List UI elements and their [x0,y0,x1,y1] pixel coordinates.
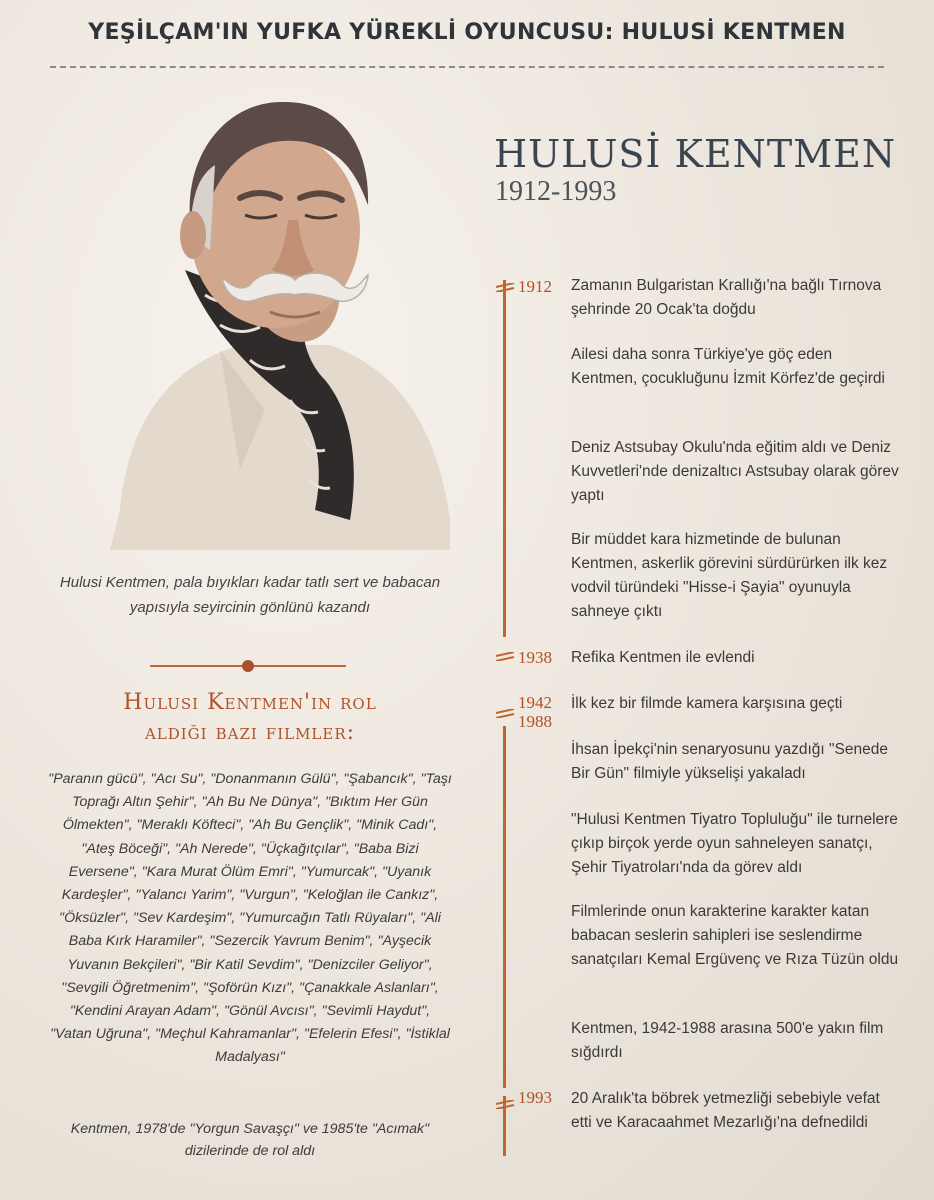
timeline-break-marker [495,1100,515,1109]
timeline-event: Deniz Astsubay Okulu'nda eğitim aldı ve Deniz Kuvvetleri'nde denizaltıcı Astsubay olarak görev yaptı [571,439,899,504]
page-header [0,0,934,70]
timeline-event: Refika Kentmen ile evlendi [571,649,755,666]
timeline-break-marker [495,652,515,661]
timeline-event: Zamanın Bulgaristan Krallığı'na bağlı Tırnova şehrinde 20 Ocak'ta doğdu [571,277,882,318]
timeline-event: "Hulusi Kentmen Tiyatro Topluluğu" ile turnelere çıkıp birçok yerde oyun sahneleyen sanatçı, Şehir Tiyatroları'nda da görev aldı [571,811,898,876]
timeline-event: Filmlerinde onun karakterine karakter katan babacan seslerin sahipleri ise seslendirme sanatçıları Kemal Ergüvenç ve Rıza Tüzün oldu [571,903,899,968]
ornament-dot [242,660,254,672]
timeline-break-marker [495,709,515,718]
header-divider [50,66,884,68]
timeline-year: 1938 [518,648,552,667]
films-heading-line-1: Hulusi Kentmen'in rol [123,690,377,715]
timeline-year: 1988 [518,712,552,731]
portrait-photo [100,80,460,550]
timeline-event: Bir müddet kara hizmetinde de bulunan Kentmen, askerlik görevini sürdürürken ilk kez vodvil türündeki "Hisse-i Şayia" oyunuyla sahneye çıktı [571,531,888,620]
timeline-event: Kentmen, 1942-1988 arasına 500'e yakın film sığdırdı [571,1020,884,1061]
series-note: Kentmen, 1978'de "Yorgun Savaşçı" ve 1985'te "Acımak" dizilerinde de rol aldı [70,1121,430,1159]
timeline-event: İhsan İpekçi'nin senaryosunu yazdığı "Senede Bir Gün" filmiyle yükselişi yakaladı [571,741,888,782]
timeline-event: İlk kez bir filmde kamera karşısına geçti [571,695,843,712]
bio-years: 1912-1993 [495,176,617,207]
films-list: "Paranın gücü", "Acı Su", "Donanmanın Gülü", "Şabancık", "Taşı Toprağı Altın Şehir", "Ah Bu Ne Dünya", "Bıktım Her Gün Ölmekten", "Meraklı Köfteci", "Ah Bu Gençlik", "Minik Cadı", "Ateş Böceği", "Ah Nerede", "Üçkağıtçılar", "Baba Bizi Eversene", "Kara Murat Ölüm Emri", "Yumurcak", "Uyanık Kardeşler", "Yalancı Yarim", "Vurgun", "Keloğlan ile Cankız", "Öksüzler", "Sev Kardeşim", "Yumurcağın Tatlı Rüyaları", "Ali Baba Kırk Haramiler", "Sezercik Yavrum Benim", "Ayşecik Yuvanın Bekçileri", "Bir Katil Sevdim", "Denizciler Geliyor", "Sevgili Öğretmenim", "Şoförün Kızı", "Çanakkale Aslanları", "Kendini Arayan Adam", "Gönül Avcısı", "Sevimli Haydut", "Vatan Uğruna", "Meçhul Kahramanlar", "Efelerin Efesi", "İstiklal Madalyası" [48,771,452,1066]
page-title: YEŞİLÇAM'IN YUFKA YÜREKLİ OYUNCUSU: HULUSİ KENTMEN [88,20,846,45]
timeline-year: 1942 [518,693,552,712]
timeline-year: 1993 [518,1088,552,1107]
timeline-rail [503,726,506,1088]
films-heading [40,688,460,748]
bio-name: HULUSİ KENTMEN [494,132,897,176]
ornament-divider [150,660,346,672]
timeline-event: 20 Aralık'ta böbrek yetmezliği sebebiyle vefat etti ve Karacaahmet Mezarlığı'na defnedildi [571,1090,880,1131]
portrait-caption: Hulusi Kentmen, pala bıyıkları kadar tatlı sert ve babacan yapısıyla seyircinin gönlünü kazandı [59,574,441,616]
timeline-rail [503,280,506,637]
timeline-year: 1912 [518,277,552,296]
timeline-event: Ailesi daha sonra Türkiye'ye göç eden Kentmen, çocukluğunu İzmit Körfez'de geçirdi [571,346,885,387]
timeline-break-marker [495,283,515,292]
films-heading-line-2: aldığı bazı filmler: [144,720,356,745]
